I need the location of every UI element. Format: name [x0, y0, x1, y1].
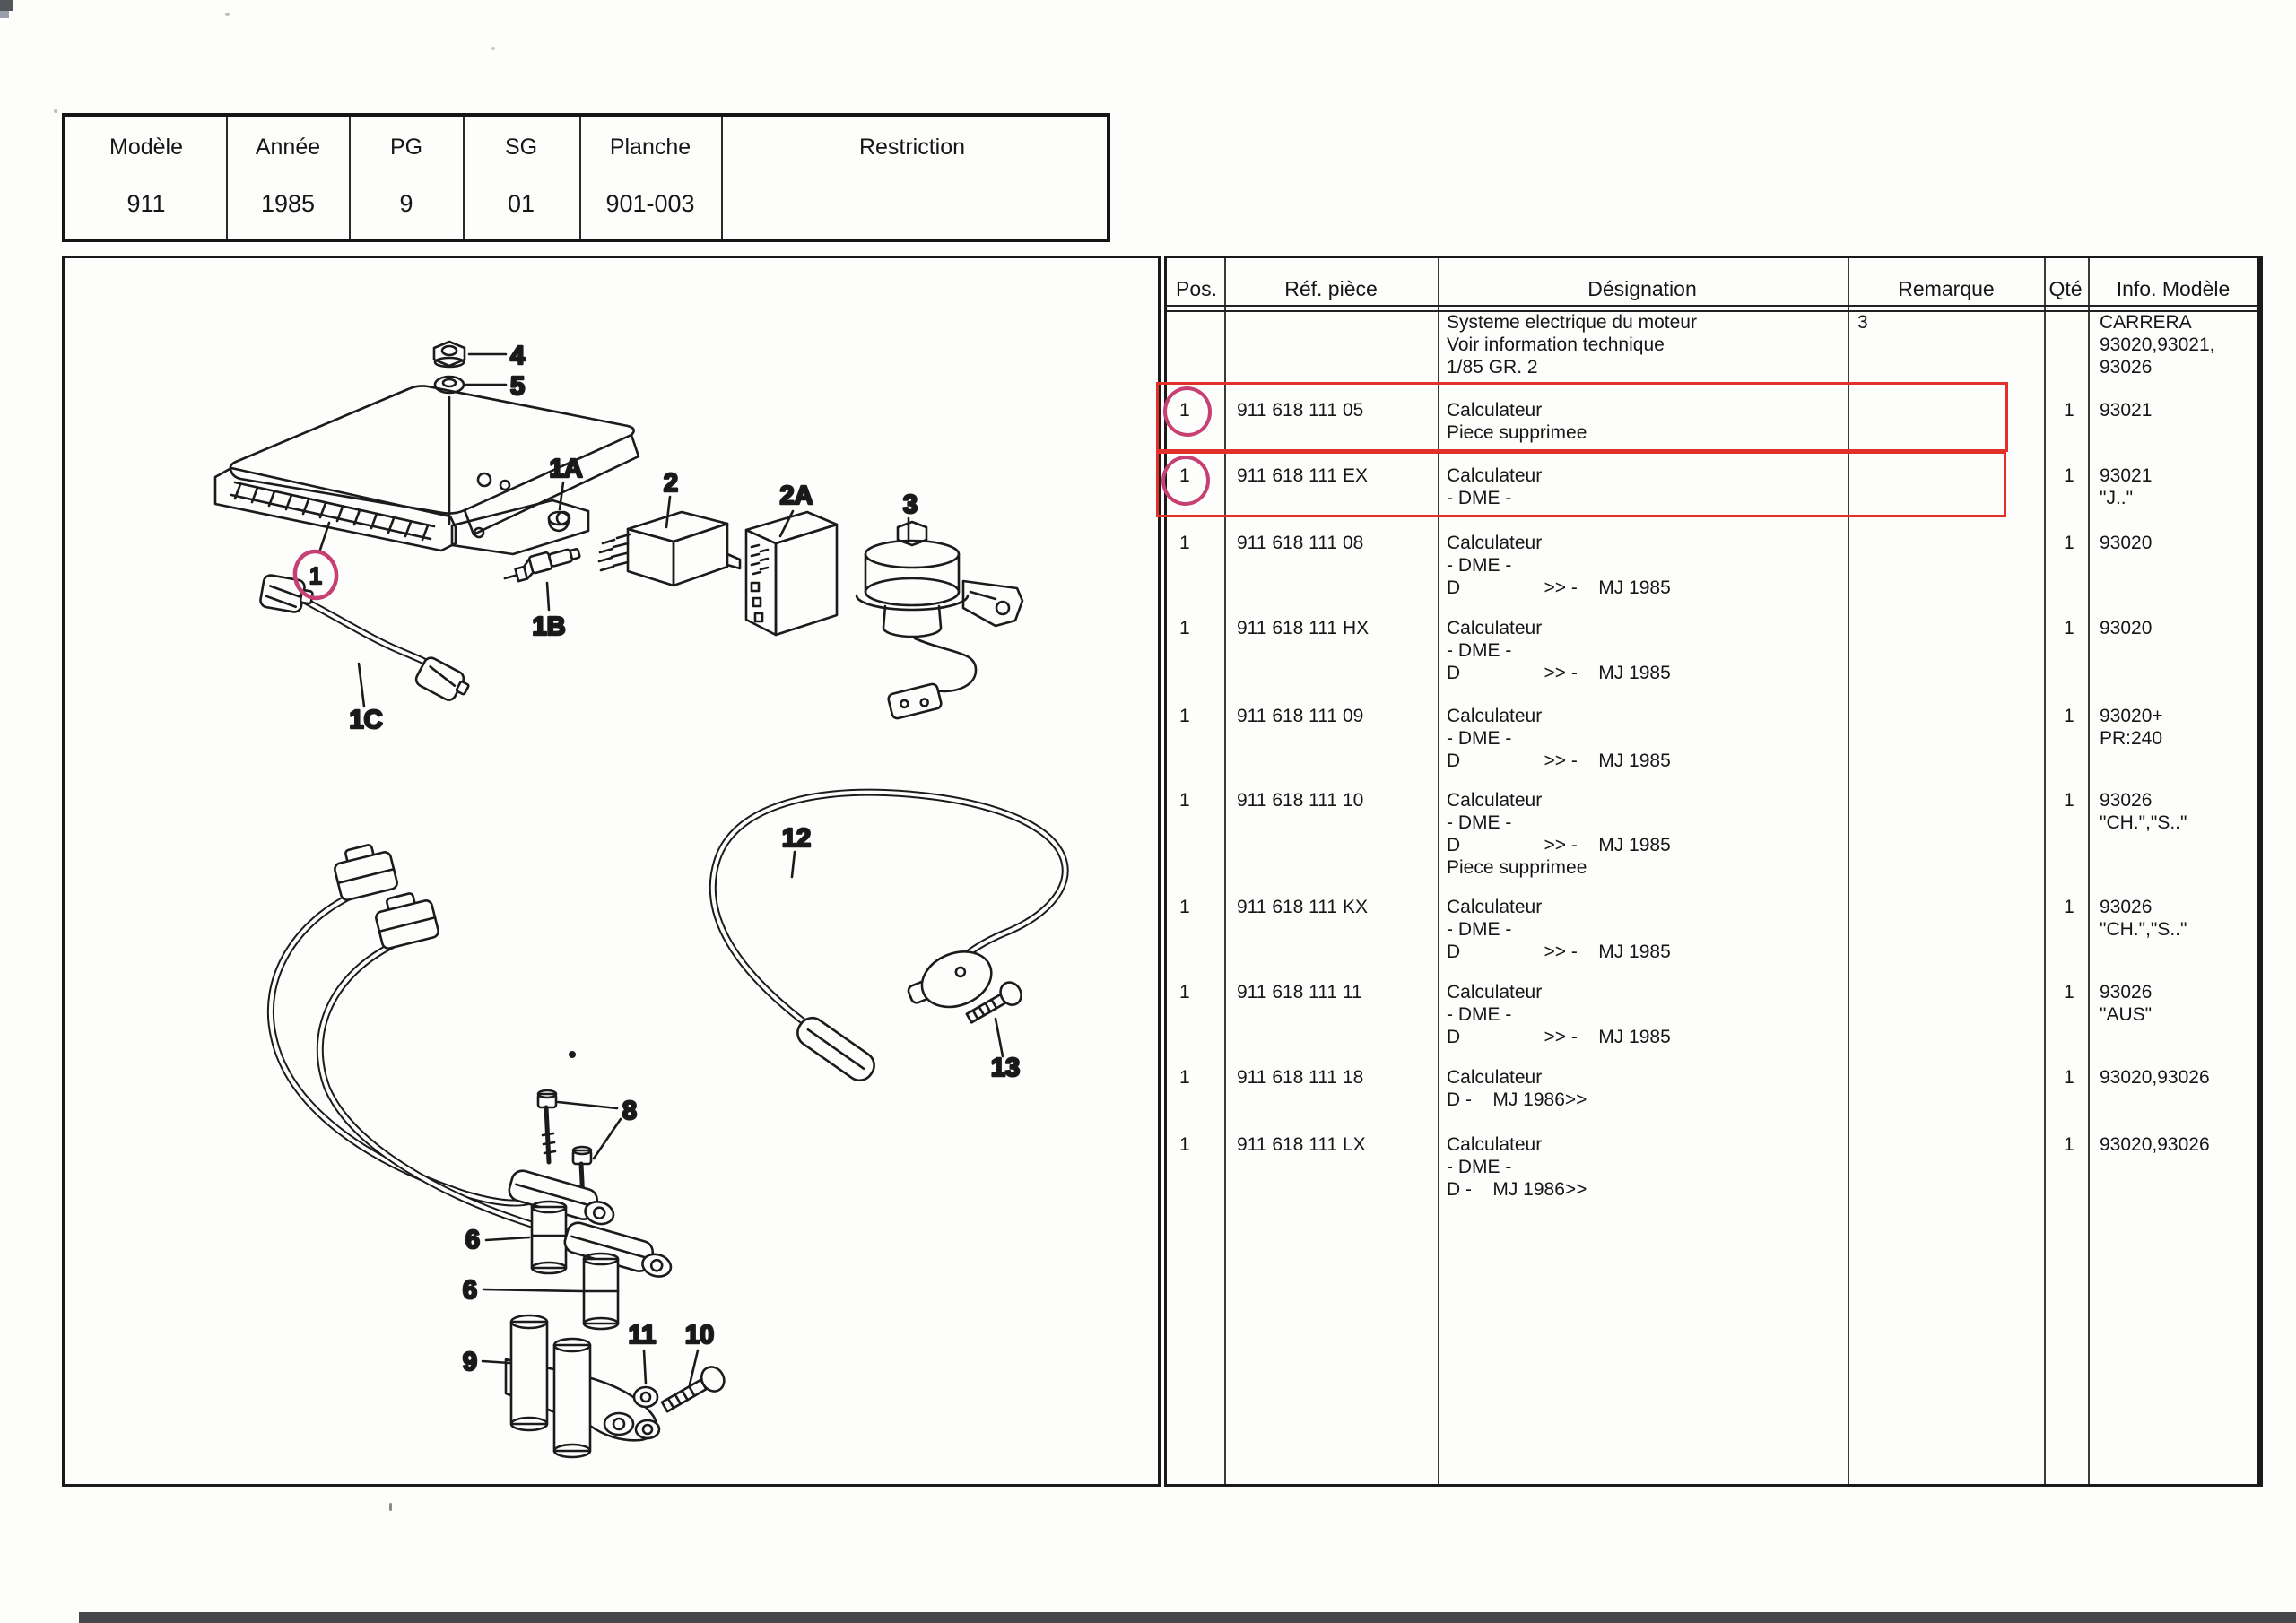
- annotation-box-row-ex: [1156, 451, 2006, 517]
- col-header-pos: Pos.: [1175, 277, 1218, 300]
- line: 93026: [2100, 982, 2152, 1002]
- line: D >> - MJ 1985: [1447, 1027, 1671, 1047]
- scan-speck: [54, 109, 57, 113]
- header-label-restriction: Restriction: [858, 135, 966, 160]
- line: 93026: [2100, 790, 2152, 811]
- header-label-annee: Année: [255, 135, 321, 160]
- col-header-qte: Qté: [2048, 277, 2083, 300]
- line: Calculateur: [1447, 1067, 1543, 1088]
- line: Calculateur: [1447, 533, 1543, 553]
- scan-artifact-corner-2: [0, 11, 9, 18]
- cell-qte: 1: [2064, 1067, 2074, 1088]
- exploded-diagram-panel: [62, 256, 1161, 1487]
- diagram-label-13: 13: [990, 1054, 1021, 1082]
- cell-ref: 911 618 111 EX: [1237, 465, 1368, 486]
- cell-qte: 1: [2064, 618, 2074, 638]
- annotation-box-row-05: [1156, 382, 2008, 452]
- cell-designation: [1447, 981, 1671, 1048]
- column-divider: [463, 117, 465, 239]
- col-header-ref: Réf. pièce: [1284, 277, 1378, 300]
- cell-ref: 911 618 111 KX: [1237, 897, 1368, 917]
- cell-info: [2100, 789, 2187, 834]
- header-value-planche: 901-003: [605, 190, 695, 217]
- cell-pos: 1: [1179, 1067, 1190, 1088]
- cell-pos: 1: [1179, 618, 1190, 638]
- diagram-label-6a: 6: [465, 1226, 481, 1254]
- cell-info: [2100, 896, 2187, 941]
- line: Systeme electrique du moteur: [1447, 312, 1697, 333]
- diagram-label-1b: 1B: [532, 612, 566, 641]
- line: Calculateur: [1447, 400, 1543, 421]
- relay-icon: [599, 497, 740, 586]
- diagram-label-5: 5: [510, 372, 526, 401]
- cell-qte: 1: [2064, 982, 2074, 1002]
- cell-pos: 1: [1179, 1134, 1190, 1155]
- diagram-label-2: 2: [663, 469, 679, 498]
- scan-artifact-bottom-bar: [79, 1612, 2296, 1623]
- cell-ref: 911 618 111 LX: [1237, 1134, 1366, 1155]
- line: D >> - MJ 1985: [1447, 942, 1671, 962]
- cell-info: [2100, 464, 2152, 509]
- line: - DME -: [1447, 919, 1512, 940]
- scan-speck: [389, 1503, 392, 1511]
- line: "CH.","S..": [2100, 812, 2187, 833]
- line: Piece supprimee: [1447, 422, 1587, 443]
- cell-designation: [1447, 532, 1671, 599]
- line: "AUS": [2100, 1004, 2152, 1025]
- header-label-planche: Planche: [609, 135, 691, 160]
- cell-info: 93020: [2100, 618, 2152, 638]
- cell-ref: 911 618 111 10: [1237, 790, 1364, 811]
- header-label-sg: SG: [504, 135, 538, 160]
- cell-qte: 1: [2064, 533, 2074, 553]
- column-divider: [349, 117, 351, 239]
- diagram-label-1a: 1A: [549, 455, 583, 483]
- cell-pos: 1: [1179, 790, 1190, 811]
- cell-info: [2100, 981, 2152, 1026]
- cell-remarque: 3: [1857, 312, 1868, 333]
- cell-designation: [1447, 1133, 1587, 1201]
- cell-ref: 911 618 111 09: [1237, 706, 1364, 726]
- plate-header-table: [62, 113, 1110, 242]
- reference-sensor-icons: [483, 1168, 676, 1329]
- column-divider: [579, 117, 581, 239]
- line: 93021: [2100, 465, 2152, 486]
- line: D - MJ 1986>>: [1447, 1089, 1587, 1110]
- cell-qte: 1: [2064, 706, 2074, 726]
- cell-pos: 1: [1179, 465, 1190, 486]
- header-value-pg: 9: [399, 190, 413, 217]
- line: 93020+: [2100, 706, 2163, 726]
- cell-ref: 911 618 111 HX: [1237, 618, 1370, 638]
- cell-ref: 911 618 111 11: [1237, 982, 1362, 1002]
- line: 1/85 GR. 2: [1447, 357, 1538, 378]
- jumper-cable-icon: [259, 574, 472, 707]
- col-header-remarque: Remarque: [1898, 277, 1995, 300]
- cell-info: [2100, 705, 2163, 750]
- scan-speck: [491, 47, 495, 50]
- col-header-info: Info. Modèle: [2116, 277, 2231, 300]
- line: Voir information technique: [1447, 334, 1665, 355]
- line: D >> - MJ 1985: [1447, 835, 1671, 855]
- leader-1b: [547, 583, 549, 610]
- line: Piece supprimee: [1447, 857, 1587, 878]
- cell-pos: 1: [1179, 400, 1190, 421]
- line: D >> - MJ 1985: [1447, 577, 1671, 598]
- col-header-designation: Désignation: [1587, 277, 1697, 300]
- cell-designation: [1447, 1066, 1587, 1111]
- line: Calculateur: [1447, 790, 1543, 811]
- column-divider: [226, 117, 228, 239]
- washer-icon-11: [634, 1350, 657, 1407]
- line: 93020,93021,: [2100, 334, 2215, 355]
- line: Calculateur: [1447, 465, 1543, 486]
- scan-artifact-corner: [0, 0, 13, 11]
- cell-pos: 1: [1179, 982, 1190, 1002]
- column-divider: [721, 117, 723, 239]
- line: Calculateur: [1447, 897, 1543, 917]
- header-value-modele: 911: [126, 190, 166, 217]
- nut-icon: [434, 342, 506, 367]
- cell-designation: [1447, 705, 1671, 772]
- line: Calculateur: [1447, 706, 1543, 726]
- cell-qte: 1: [2064, 400, 2074, 421]
- diagram-label-10: 10: [684, 1321, 715, 1350]
- header-rule: [1167, 310, 2257, 312]
- diagram-label-3: 3: [902, 490, 918, 519]
- diagram-label-1c: 1C: [349, 706, 383, 734]
- line: - DME -: [1447, 728, 1512, 749]
- line: - DME -: [1447, 640, 1512, 661]
- leader-10: [690, 1350, 698, 1384]
- line: - DME -: [1447, 1157, 1512, 1177]
- cell-pos: 1: [1179, 897, 1190, 917]
- cell-qte: 1: [2064, 1134, 2074, 1155]
- line: - DME -: [1447, 488, 1512, 508]
- line: Calculateur: [1447, 982, 1543, 1002]
- diagram-label-9: 9: [462, 1348, 478, 1376]
- header-value-annee: 1985: [260, 190, 316, 217]
- line: "CH.","S..": [2100, 919, 2187, 940]
- diagram-label-6b: 6: [462, 1276, 478, 1305]
- header-rule: [1167, 305, 2257, 307]
- line: D - MJ 1986>>: [1447, 1179, 1587, 1200]
- cell-ref: 911 618 111 05: [1237, 400, 1364, 421]
- line: Calculateur: [1447, 618, 1543, 638]
- line: - DME -: [1447, 1004, 1512, 1025]
- scan-speck: [225, 13, 230, 16]
- line: PR:240: [2100, 728, 2163, 749]
- cell-info: 93020: [2100, 533, 2152, 553]
- diagram-label-8: 8: [622, 1097, 638, 1125]
- cell-ref: 911 618 111 18: [1237, 1067, 1364, 1088]
- diagram-label-11: 11: [628, 1321, 657, 1350]
- header-label-pg: PG: [389, 135, 423, 160]
- header-value-sg: 01: [507, 190, 535, 217]
- line: D >> - MJ 1985: [1447, 663, 1671, 683]
- cell-designation: [1447, 789, 1671, 879]
- exploded-diagram: [65, 258, 1158, 1484]
- line: 93026: [2100, 897, 2152, 917]
- cell-qte: 1: [2064, 465, 2074, 486]
- cell-info: 93020,93026: [2100, 1134, 2210, 1155]
- cell-designation: [1447, 311, 1697, 378]
- line: - DME -: [1447, 812, 1512, 833]
- line: "J..": [2100, 488, 2134, 508]
- cell-designation: [1447, 896, 1671, 963]
- speed-sensor-cable-icon: [713, 793, 1065, 1086]
- line: - DME -: [1447, 555, 1512, 576]
- cell-info: [2100, 311, 2214, 378]
- cell-ref: 911 618 111 08: [1237, 533, 1364, 553]
- diagram-label-1: 1: [309, 562, 323, 589]
- line: CARRERA: [2100, 312, 2192, 333]
- column-divider: [2088, 258, 2090, 1484]
- cell-info: 93021: [2100, 400, 2152, 421]
- cell-pos: 1: [1179, 533, 1190, 553]
- line: Calculateur: [1447, 1134, 1543, 1155]
- scan-dot: [569, 1051, 576, 1058]
- cell-qte: 1: [2064, 897, 2074, 917]
- cell-info: 93020,93026: [2100, 1067, 2210, 1088]
- cell-qte: 1: [2064, 790, 2074, 811]
- line: D >> - MJ 1985: [1447, 751, 1671, 771]
- cell-pos: 1: [1179, 706, 1190, 726]
- column-divider: [2044, 258, 2046, 1484]
- sensor-icon: [501, 544, 582, 585]
- line: 93026: [2100, 357, 2152, 378]
- diagram-label-12: 12: [781, 824, 812, 853]
- idle-valve-icon: [857, 518, 1022, 719]
- diagram-label-2a: 2A: [779, 482, 813, 510]
- relay-2a-icon: [746, 511, 837, 635]
- header-label-modele: Modèle: [109, 135, 183, 160]
- cell-designation: [1447, 617, 1671, 684]
- diagram-label-4: 4: [510, 342, 526, 370]
